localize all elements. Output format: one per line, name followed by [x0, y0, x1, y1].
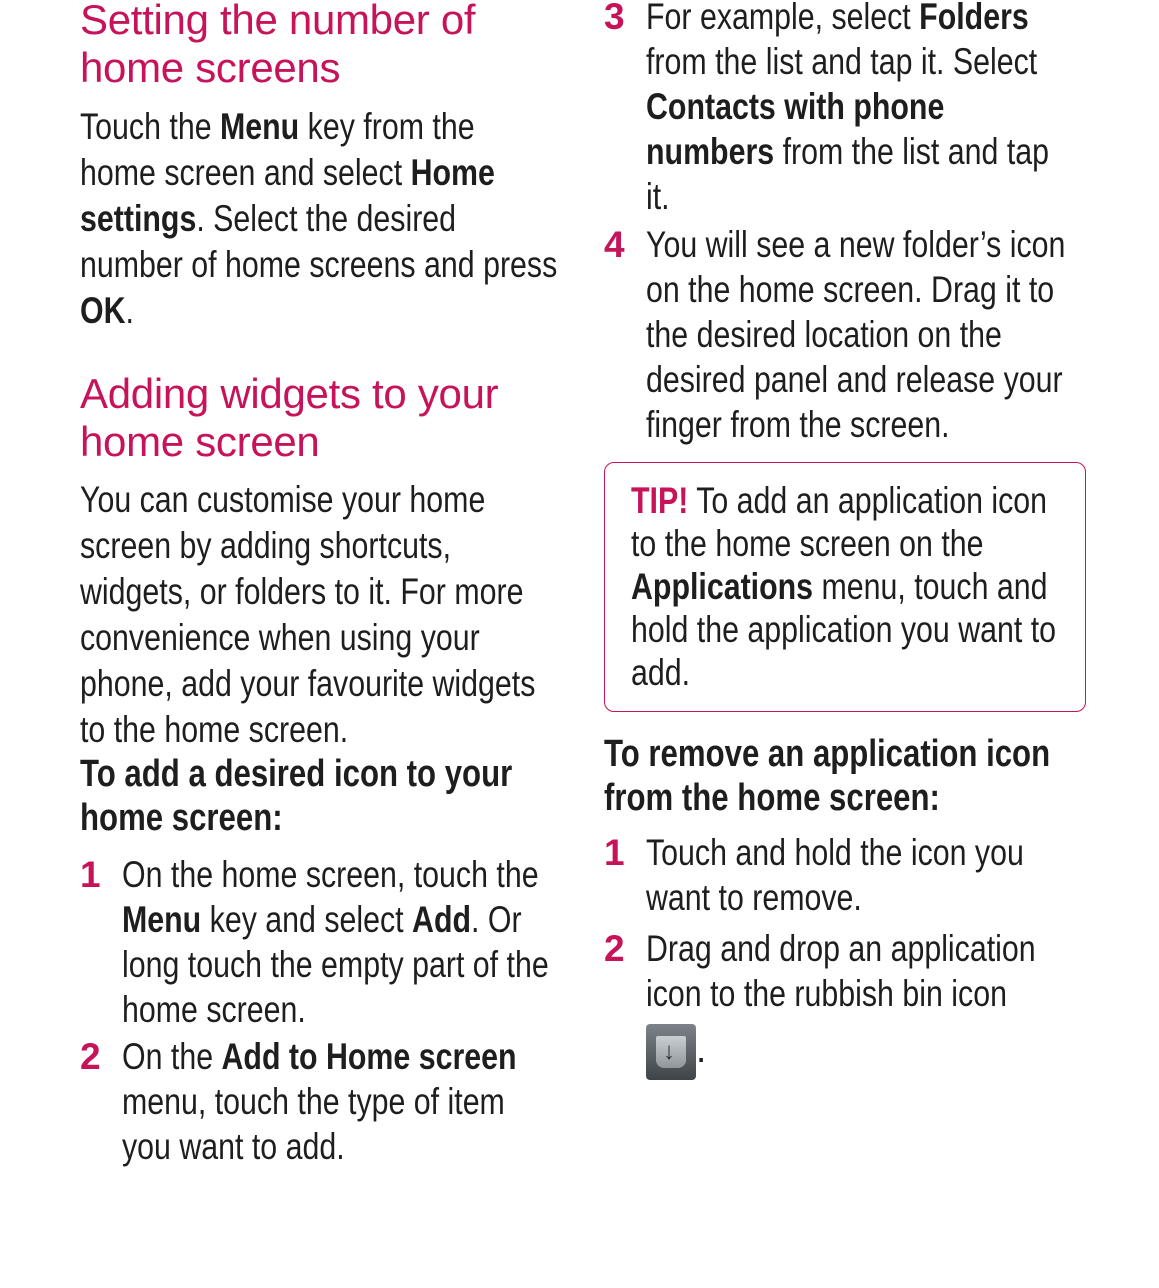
paragraph-text: [80, 104, 558, 334]
step-text: [646, 926, 1064, 1016]
tip-box: [604, 462, 1086, 712]
text-bold: Menu: [220, 106, 300, 147]
paragraph-text: You can customise your home screen by adding shortcuts, widgets, or folders to it. For more convenience when using your phone, add your favourite widgets to the home screen.: [80, 479, 536, 750]
subheading-text: [80, 752, 558, 840]
text: Drag and drop an application icon to the rubbish bin icon: [646, 928, 1036, 1014]
text: To add a desired icon to your: [80, 753, 513, 795]
text: key and select: [201, 899, 413, 940]
title-line: Adding widgets to your: [80, 370, 499, 417]
list-item: [80, 1034, 558, 1169]
step-number: 2: [80, 1036, 101, 1077]
title-line: home screen: [80, 418, 320, 465]
tip-content: [631, 479, 1071, 694]
text: .: [125, 290, 134, 331]
text-bold: Home settings: [80, 152, 495, 239]
list-item: [604, 222, 1074, 447]
step-text: [122, 852, 558, 1032]
subheading-add-icon: [80, 752, 558, 840]
step-number: 2: [604, 928, 625, 969]
text: . Select the desired number of home screens and press: [80, 198, 558, 285]
text: from the list and tap it.: [646, 131, 1050, 217]
text-bold: Applications: [631, 566, 814, 607]
text: To add an application icon to the home screen on the: [631, 480, 1048, 564]
title-line: home screens: [80, 44, 341, 91]
text: Touch the: [80, 106, 221, 147]
text: .: [696, 1029, 707, 1070]
text: key from the home screen and select: [80, 106, 475, 193]
text: menu, touch the type of item you want to add.: [122, 1081, 505, 1167]
step-text: [122, 1034, 558, 1169]
step-number: 1: [80, 854, 101, 895]
adding-widgets-paragraph: [80, 477, 558, 753]
title-line: Setting the number of: [80, 0, 476, 43]
text: home screen:: [80, 797, 283, 839]
tip-label: TIP!: [631, 480, 689, 521]
text: To remove an application icon: [604, 733, 1051, 775]
list-item: [604, 0, 1074, 219]
list-item: [604, 926, 1064, 1080]
remove-steps: [604, 830, 1064, 1080]
tip-text: [631, 479, 1071, 694]
step-number: 4: [604, 224, 625, 265]
text-bold: Contacts with phone numbers: [646, 86, 945, 172]
subheading-text: [604, 732, 1082, 820]
step-text: Touch and hold the icon you want to remove.: [646, 832, 1024, 918]
text-bold: OK: [80, 290, 126, 331]
text: For example, select: [646, 0, 920, 37]
bin-row: [646, 1022, 1064, 1080]
text-bold: Add: [412, 899, 472, 940]
list-item: [604, 830, 1064, 920]
text: . Or long touch the empty part of the home screen.: [122, 899, 549, 1030]
folder-steps: [604, 0, 1074, 219]
text-bold: Folders: [919, 0, 1029, 37]
text: On the: [122, 1036, 222, 1077]
rubbish-bin-icon: [646, 1024, 696, 1080]
step-number: 3: [604, 0, 625, 37]
text-bold: Add to Home screen: [221, 1036, 517, 1077]
home-screens-paragraph: [80, 104, 558, 334]
section-title-adding-widgets: [80, 370, 560, 466]
folder-steps-2: [604, 222, 1074, 447]
text-bold: Menu: [122, 899, 202, 940]
add-icon-steps: [80, 852, 558, 1034]
text: from the list and tap it. Select: [646, 41, 1038, 82]
list-item: [80, 852, 558, 1032]
add-icon-steps-2: [80, 1034, 558, 1169]
subheading-remove-icon: [604, 732, 1082, 820]
section-title-home-screens: [80, 0, 560, 92]
step-number: 1: [604, 832, 625, 873]
text: menu, touch and hold the application you want to add.: [631, 566, 1057, 693]
step-text: [646, 0, 1074, 219]
text: from the home screen:: [604, 777, 940, 819]
step-text: You will see a new folder’s icon on the home screen. Drag it to the desired location on the desired panel and release your finger from the screen.: [646, 224, 1066, 445]
text: On the home screen, touch the: [122, 854, 539, 895]
